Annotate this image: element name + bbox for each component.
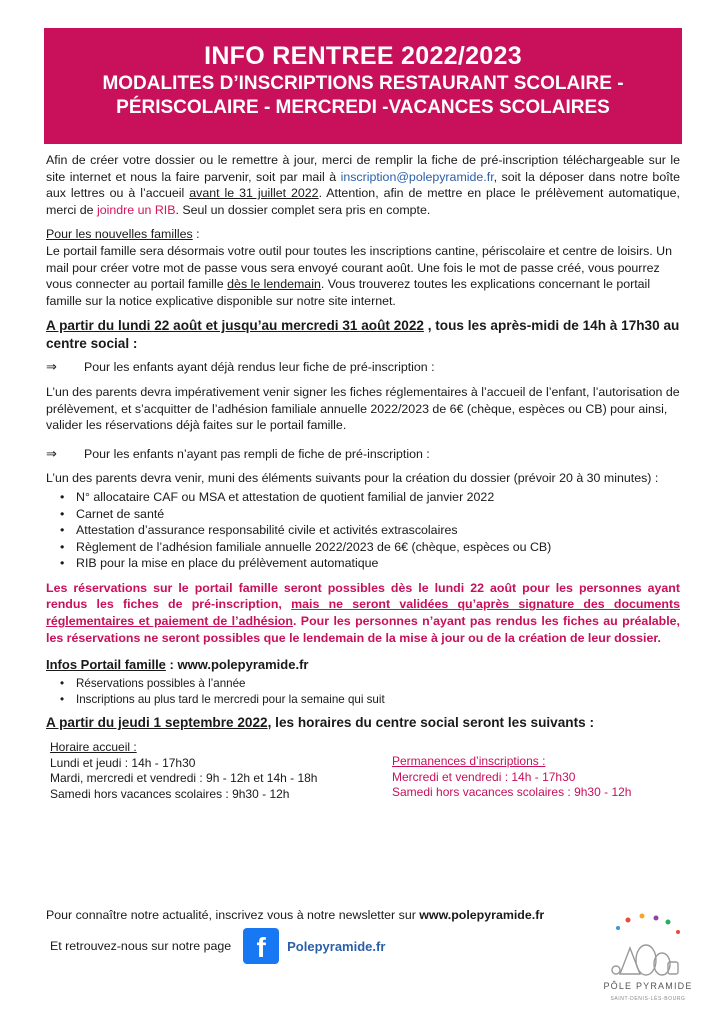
case1-heading: ⇒ Pour les enfants ayant déjà rendus leur fiche de pré-inscription : (46, 359, 435, 375)
logo-name: PÔLE PYRAMIDE (603, 981, 693, 991)
registration-hours: Permanences d’inscriptions : Mercredi et vendredi : 14h - 17h30 Samedi hors vacances scolaires : 9h30 - 12h (392, 754, 632, 800)
deadline: avant le 31 juillet 2022 (189, 186, 319, 201)
list-item: • Carnet de santé (76, 506, 680, 523)
case2-text: L’un des parents devra venir, muni des éléments suivants pour la création du dossier (prévoir 20 à 30 minutes) : (46, 471, 659, 486)
rib-notice: joindre un RIB (96, 202, 176, 217)
opening-hours (46, 740, 680, 802)
main-title: INFO RENTREE 2022/2023 (204, 42, 522, 70)
arrow-icon: ⇒ (46, 359, 57, 375)
arrow-icon: ⇒ (46, 445, 57, 461)
hours-heading: A partir du jeudi 1 septembre 2022, les horaires du centre social seront les suivants : (46, 715, 594, 731)
email-link[interactable]: inscription@polepyramide.fr (340, 169, 494, 184)
website-link[interactable]: www.polepyramide.fr (419, 908, 545, 922)
case2-heading: ⇒ Pour les enfants n’ayant pas rempli de fiche de pré-inscription : (46, 445, 430, 461)
new-families-section: Pour les nouvelles familles : Le portail famille sera désormais votre outil pour toutes les inscriptions cantine, périscolaire et centre de loisirs. Un mail pour créer votre mot de passe vous sera envoyé courant août. Une fois le mot de passe créé, vous pourrez vous connecter au portail famille dès le lendemain. Vous trouverez toutes les explications concernant le portail famille sur la notice explicative disponible sur notre site internet. (46, 227, 673, 308)
period-heading: A partir du lundi 22 août et jusqu’au mercredi 31 août 2022 , tous les après-midi de 14h à 17h30 au centre social : (46, 318, 680, 352)
list-item: • N° allocataire CAF ou MSA et attestation de quotient familial de janvier 2022 (76, 489, 680, 506)
required-documents-list (46, 489, 680, 572)
new-families-heading: Pour les nouvelles familles (46, 227, 193, 242)
subtitle-line-1: MODALITES D’INSCRIPTIONS RESTAURANT SCOLAIRE - (102, 73, 624, 94)
list-item: • RIB pour la mise en place du prélèvement automatique (76, 555, 680, 572)
portal-heading: Infos Portail famille : www.polepyramide.fr (46, 657, 309, 673)
registration-hours-title: Permanences d’inscriptions : (392, 754, 546, 769)
reception-hours-title: Horaire accueil : (50, 740, 137, 755)
subtitle-line-2: PÉRISCOLAIRE - MERCREDI -VACANCES SCOLAIRES (116, 97, 610, 118)
portal-info-list (46, 676, 680, 708)
portal-site: : www.polepyramide.fr (165, 657, 309, 673)
reception-hours: Horaire accueil : Lundi et jeudi : 14h - 17h30 Mardi, mercredi et vendredi : 9h - 12h et 14h - 18h Samedi hors vacances scolaires : 9h30 - 12h (46, 740, 392, 802)
intro-paragraph: Afin de créer votre dossier ou le remettre à jour, merci de remplir la fiche de pré-inscription téléchargeable sur le site internet et nous la faire parvenir, soit par mail à inscription@polepyramide.fr, soit la déposer dans notre boîte aux lettres ou à l’accueil avant le 31 juillet 2022. Attention, afin de mettre en place le prélèvement automatique, merci de joindre un RIB. Seul un dossier complet sera pris en compte. (46, 153, 680, 217)
reservation-notice: Les réservations sur le portail famille seront possibles dès le lundi 22 août pour les personnes ayant rendus les fiches de pré-inscription, mais ne seront validées qu’après signature des documents réglementaires et paiement de l’adhésion. Pour les personnes n’ayant pas rendus les fiches au préalable, les réservations ne seront possibles que le lendemain de la mise à jour ou de la création de leur dossier. (46, 580, 680, 645)
facebook-page-link[interactable]: Polepyramide.fr (287, 938, 386, 954)
list-item: • Inscriptions au plus tard le mercredi pour la semaine qui suit (76, 692, 680, 708)
facebook-row: Et retrouvez-nous sur notre page f Polepyramide.fr (50, 928, 385, 964)
facebook-icon[interactable]: f (243, 928, 279, 964)
logo-place: SAINT-DENIS-LÈS-BOURG (610, 996, 686, 1002)
newsletter-line: Pour connaître notre actualité, inscrivez vous à notre newsletter sur www.polepyramide.fr (46, 908, 545, 922)
list-item: • Attestation d’assurance responsabilité civile et activités extrascolaires (76, 522, 680, 539)
document-body (46, 152, 680, 802)
list-item: • Réservations possibles à l’année (76, 676, 680, 692)
header-banner (44, 28, 682, 144)
pole-pyramide-logo (598, 912, 698, 1012)
list-item: • Règlement de l’adhésion familiale annuelle 2022/2023 de 6€ (chèque, espèces ou CB) (76, 539, 680, 556)
case1-text: L’un des parents devra impérativement venir signer les fiches réglementaires à l’accueil de l’enfant, l’autorisation de prélèvement, et s’acquitter de l’adhésion familiale annuelle 2022/2023 de 6€ (chèque, espèces ou CB) pour ainsi, valider les réservations déjà faites sur le portail famille. (46, 384, 680, 433)
